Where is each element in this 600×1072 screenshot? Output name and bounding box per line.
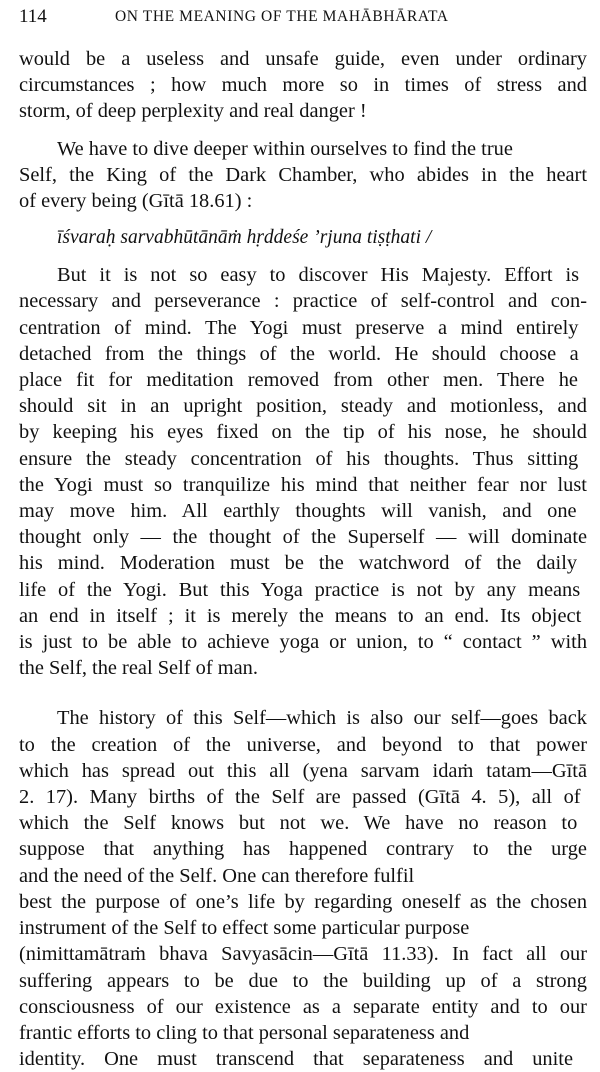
text-line: (nimittamātraṁ bhava Savyasācin—Gītā 11.33). In fact all our xyxy=(19,943,588,966)
text-line: The history of this Self—which is also our self—goes back xyxy=(57,707,587,730)
text-line: which has spread out this all (yena sarvam idaṁ tatam—Gītā xyxy=(19,759,588,782)
running-head xyxy=(19,4,585,30)
text-line: circumstances ; how much more so in times of stress and xyxy=(19,74,587,97)
text-line: But it is not so easy to discover His Majesty. Effort is xyxy=(57,264,580,287)
paragraph-4 xyxy=(19,705,587,1072)
text-line: the Self, the real Self of man. xyxy=(19,657,258,680)
text-line: is just to be able to achieve yoga or union, to “ contact ” with xyxy=(19,631,588,654)
text-line: best the purpose of one’s life by regarding oneself as the chosen xyxy=(19,890,588,913)
text-line: his mind. Moderation must be the watchword of the daily xyxy=(19,552,578,575)
text-line: necessary and perseverance : practice of self-control and con- xyxy=(19,290,587,313)
text-line: frantic efforts to cling to that personal separateness and xyxy=(19,1021,470,1044)
paragraph-3 xyxy=(19,262,587,681)
text-line: thought only — the thought of the Superself — will dominate xyxy=(19,526,588,549)
text-line: life of the Yogi. But this Yoga practice is not by any means xyxy=(19,578,581,601)
sanskrit-verse: īśvaraḥ sarvabhūtānāṁ hṛddeśe ’rjuna tiṣṭhati / xyxy=(57,227,432,249)
text-line: Self, the King of the Dark Chamber, who abides in the heart xyxy=(19,163,588,186)
body-text xyxy=(19,46,587,1072)
text-line: may move him. All earthly thoughts will vanish, and one xyxy=(19,500,577,523)
text-line: would be a useless and unsafe guide, even under ordinary xyxy=(19,48,587,70)
text-line: identity. One must transcend that separateness and unite xyxy=(19,1048,573,1071)
paragraph-2 xyxy=(19,136,587,162)
text-line: by keeping his eyes fixed on the tip of his nose, he should xyxy=(19,421,587,444)
text-line: should sit in an upright position, steady and motionless, and xyxy=(19,395,587,418)
text-line: an end in itself ; it is merely the means to an end. Its object xyxy=(19,604,582,627)
text-line: 2. 17). Many births of the Self are passed (Gītā 4. 5), all of xyxy=(19,786,581,809)
text-line: of every being (Gītā 18.61) : xyxy=(19,190,253,213)
text-line: We have to dive deeper within ourselves to find the true xyxy=(57,137,513,160)
text-line: ensure the steady concentration of his thoughts. Thus sitting xyxy=(19,447,579,470)
text-line: suffering appears to be due to the building up of a strong xyxy=(19,969,587,992)
text-line: and the need of the Self. One can therefore fulfil xyxy=(19,864,415,887)
running-title: ON THE MEANING OF THE MAHĀBHĀRATA xyxy=(115,8,449,25)
text-line: place fit for meditation removed from other men. There he xyxy=(19,369,578,392)
text-line: to the creation of the universe, and beyond to that power xyxy=(19,733,588,756)
text-line: storm, of deep perplexity and real danger ! xyxy=(19,100,367,123)
text-line: which the Self knows but not we. We have no reason to xyxy=(19,812,578,835)
page-number: 114 xyxy=(19,6,47,27)
text-line: the Yogi must so tranquilize his mind that neither fear nor lust xyxy=(19,473,587,496)
text-line: centration of mind. The Yogi must preserve a mind entirely xyxy=(19,316,579,339)
text-line: suppose that anything has happened contrary to the urge xyxy=(19,838,587,861)
text-line: consciousness of our existence as a separate entity and to our xyxy=(19,995,587,1018)
text-line: instrument of the Self to effect some particular purpose xyxy=(19,917,470,940)
text-line: detached from the things of the world. He should choose a xyxy=(19,342,579,365)
paragraph-1 xyxy=(19,46,587,125)
